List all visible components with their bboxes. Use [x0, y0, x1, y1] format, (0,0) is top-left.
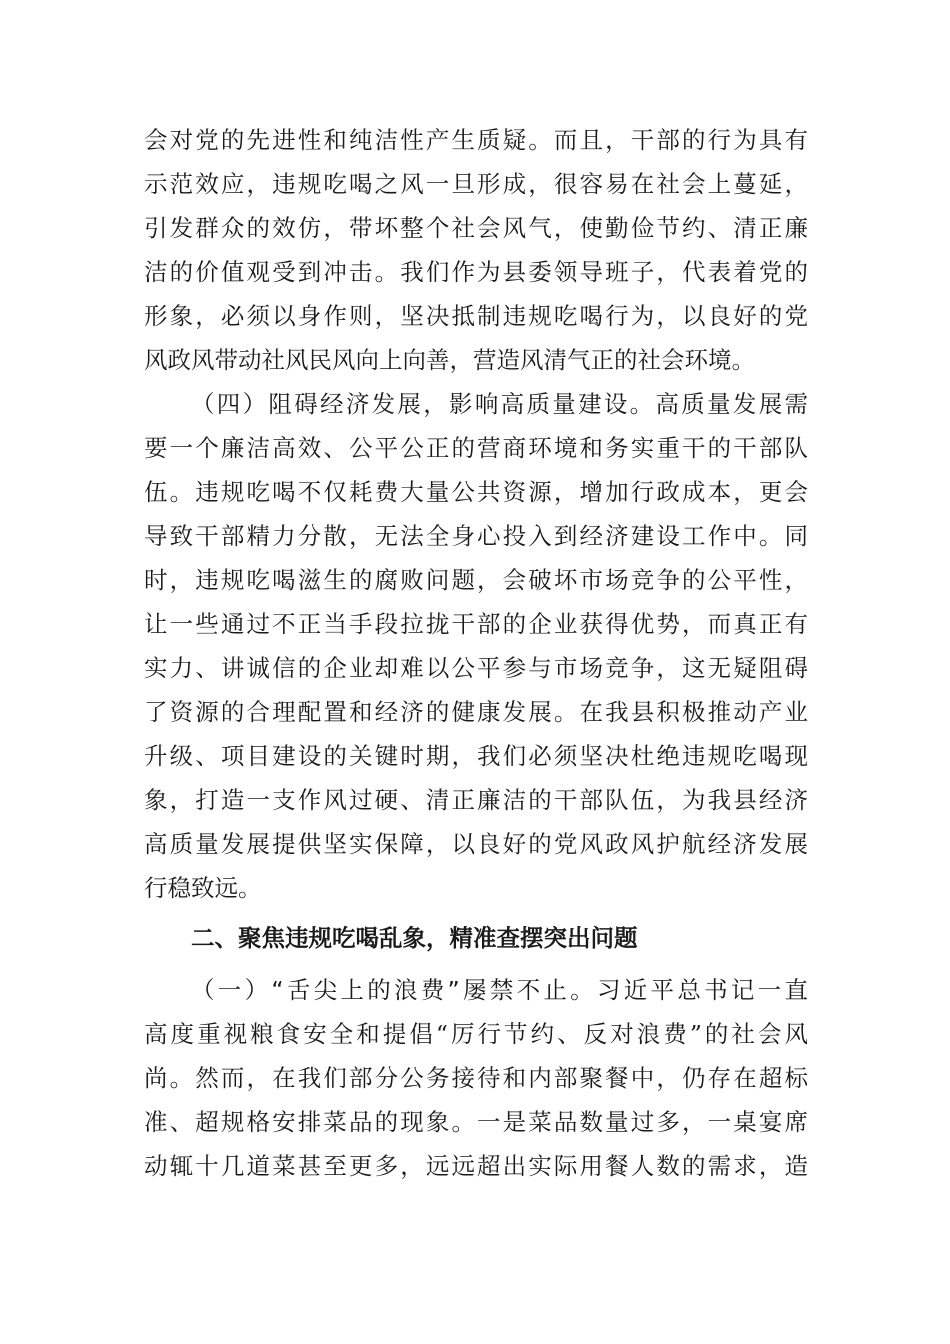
paragraph-line: 升级、项目建设的关键时期，我们必须坚决杜绝违规吃喝现: [144, 742, 808, 770]
paragraph-line: 动辄十几道菜甚至更多，远远超出实际用餐人数的需求，造: [144, 1152, 808, 1180]
paragraph-line: 风政风带动社风民风向上向善，营造风清气正的社会环境。: [144, 346, 755, 374]
paragraph-line: 了资源的合理配置和经济的健康发展。在我县积极推动产业: [144, 698, 808, 726]
paragraph-line: 让一些通过不正当手段拉拢干部的企业获得优势，而真正有: [144, 610, 808, 638]
subsection-line: （一）“舌尖上的浪费”屡禁不止。习近平总书记一直: [191, 976, 808, 1004]
paragraph-line: 尚。然而，在我们部分公务接待和内部聚餐中，仍存在超标: [144, 1064, 808, 1092]
paragraph-line: 要一个廉洁高效、公平公正的营商环境和务实重干的干部队: [144, 434, 808, 462]
paragraph-line: 准、超规格安排菜品的现象。一是菜品数量过多，一桌宴席: [144, 1108, 808, 1136]
paragraph-line: 高度重视粮食安全和提倡“厉行节约、反对浪费”的社会风: [144, 1020, 808, 1048]
paragraph-line: 引发群众的效仿，带坏整个社会风气，使勤俭节约、清正廉: [144, 214, 808, 242]
paragraph-line: 时，违规吃喝滋生的腐败问题，会破坏市场竞争的公平性，: [144, 566, 808, 594]
paragraph-line: 实力、讲诚信的企业却难以公平参与市场竞争，这无疑阻碍: [144, 654, 808, 682]
paragraph-line: 形象，必须以身作则，坚决抵制违规吃喝行为，以良好的党: [144, 302, 808, 330]
paragraph-line: 高质量发展提供坚实保障，以良好的党风政风护航经济发展: [144, 830, 808, 858]
paragraph-line: 导致干部精力分散，无法全身心投入到经济建设工作中。同: [144, 522, 808, 550]
subsection-line: （四）阻碍经济发展，影响高质量建设。高质量发展需: [191, 390, 808, 418]
paragraph-line: 洁的价值观受到冲击。我们作为县委领导班子，代表着党的: [144, 258, 808, 286]
section-heading: 二、聚焦违规吃喝乱象，精准查摆突出问题: [191, 924, 638, 952]
paragraph-line: 伍。违规吃喝不仅耗费大量公共资源，增加行政成本，更会: [144, 478, 808, 506]
paragraph-line: 象，打造一支作风过硬、清正廉洁的干部队伍，为我县经济: [144, 786, 808, 814]
paragraph-line: 示范效应，违规吃喝之风一旦形成，很容易在社会上蔓延，: [144, 170, 808, 198]
paragraph-line: 行稳致远。: [144, 874, 262, 902]
paragraph-line: 会对党的先进性和纯洁性产生质疑。而且，干部的行为具有: [144, 126, 808, 154]
